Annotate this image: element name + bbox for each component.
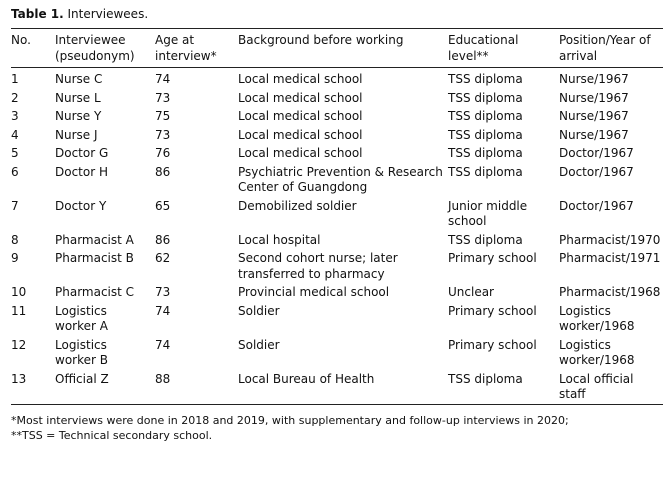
- cell-background: Local medical school: [238, 127, 363, 142]
- cell-interviewee: Doctor G: [55, 146, 109, 160]
- footnote-age: *Most interviews were done in 2018 and 2019, with supplementary and follow-up interviews in 2020;: [11, 414, 569, 427]
- cell-interviewee: Logistics worker A: [55, 303, 108, 333]
- cell-age: 73: [155, 285, 171, 299]
- cell-age: 62: [155, 251, 171, 265]
- cell-interviewee: Nurse Y: [55, 109, 102, 123]
- table-row: [11, 108, 663, 127]
- cell-no: 12: [11, 337, 27, 352]
- cell-position: Doctor/1967: [559, 146, 634, 160]
- cell-education: Junior middle school: [448, 198, 528, 228]
- cell-age: 75: [155, 109, 171, 123]
- cell-background: Demobilized soldier: [238, 198, 357, 213]
- cell-education: Primary school: [448, 337, 537, 352]
- cell-no: 3: [11, 109, 19, 123]
- table-row: [11, 89, 663, 108]
- cell-background: Soldier: [238, 303, 280, 318]
- cell-age: 86: [155, 232, 171, 247]
- cell-background: Local hospital: [238, 232, 321, 247]
- cell-education: TSS diploma: [448, 127, 523, 142]
- cell-interviewee: Pharmacist A: [55, 232, 134, 247]
- cell-position: Nurse/1967: [559, 127, 629, 142]
- table-row: [11, 163, 663, 197]
- cell-interviewee: Pharmacist B: [55, 251, 134, 265]
- cell-position: Logistics worker/1968: [559, 303, 635, 333]
- table-row: [11, 370, 663, 405]
- cell-background: Local medical school: [238, 72, 363, 86]
- header-no: No.: [11, 33, 31, 47]
- cell-interviewee: Logistics worker B: [55, 337, 108, 367]
- cell-position: Nurse/1967: [559, 90, 629, 105]
- cell-position: Nurse/1967: [559, 72, 629, 86]
- cell-background: Provincial medical school: [238, 285, 390, 299]
- cell-education: TSS diploma: [448, 72, 523, 86]
- cell-interviewee: Doctor H: [55, 164, 108, 179]
- table-row: [11, 302, 663, 336]
- cell-education: TSS diploma: [448, 109, 523, 123]
- cell-education: Unclear: [448, 285, 494, 299]
- document-page: [11, 6, 663, 443]
- header-education: Educational level**: [448, 33, 519, 63]
- cell-position: Pharmacist/1971: [559, 251, 661, 265]
- cell-position: Nurse/1967: [559, 109, 629, 123]
- header-age: Age at interview*: [155, 33, 217, 63]
- table-header: [11, 29, 663, 68]
- cell-interviewee: Nurse J: [55, 127, 98, 142]
- cell-no: 5: [11, 146, 19, 160]
- cell-background: Local medical school: [238, 146, 363, 160]
- table-row: [11, 68, 663, 90]
- cell-education: TSS diploma: [448, 232, 523, 247]
- cell-no: 10: [11, 285, 27, 299]
- cell-position: Logistics worker/1968: [559, 337, 635, 367]
- cell-education: TSS diploma: [448, 164, 523, 179]
- cell-interviewee: Nurse C: [55, 72, 103, 86]
- cell-no: 13: [11, 371, 27, 386]
- cell-background: Second cohort nurse; later transferred to pharmacy: [238, 251, 398, 281]
- header-position: Position/Year of arrival: [559, 33, 651, 63]
- cell-age: 74: [155, 303, 171, 318]
- cell-education: TSS diploma: [448, 371, 523, 386]
- cell-no: 9: [11, 251, 19, 265]
- cell-age: 74: [155, 337, 171, 352]
- table-row: [11, 231, 663, 250]
- table-row: [11, 145, 663, 164]
- cell-background: Psychiatric Prevention & Research Center of Guangdong: [238, 164, 443, 194]
- cell-age: 65: [155, 198, 171, 213]
- table-row: [11, 336, 663, 370]
- cell-position: Doctor/1967: [559, 164, 634, 179]
- header-row: [11, 29, 663, 68]
- cell-background: Local medical school: [238, 90, 363, 105]
- cell-background: Local Bureau of Health: [238, 371, 375, 386]
- table-caption: [11, 6, 663, 22]
- cell-education: TSS diploma: [448, 90, 523, 105]
- cell-no: 6: [11, 164, 19, 179]
- cell-interviewee: Official Z: [55, 371, 109, 386]
- cell-no: 7: [11, 198, 19, 213]
- table-body: [11, 68, 663, 405]
- cell-age: 74: [155, 72, 171, 86]
- table-row: [11, 197, 663, 231]
- cell-education: TSS diploma: [448, 146, 523, 160]
- table-label: Table 1.: [11, 7, 64, 21]
- cell-position: Pharmacist/1968: [559, 285, 661, 299]
- cell-education: Primary school: [448, 251, 537, 265]
- cell-background: Soldier: [238, 337, 280, 352]
- table-footnotes: [11, 414, 663, 443]
- header-interviewee: Interviewee (pseudonym): [55, 33, 135, 63]
- cell-no: 1: [11, 72, 19, 86]
- cell-no: 8: [11, 232, 19, 247]
- table-title: Interviewees.: [67, 7, 149, 21]
- cell-age: 76: [155, 146, 171, 160]
- cell-age: 88: [155, 371, 171, 386]
- cell-background: Local medical school: [238, 109, 363, 123]
- cell-no: 4: [11, 127, 19, 142]
- cell-position: Pharmacist/1970: [559, 232, 661, 247]
- cell-no: 11: [11, 303, 27, 318]
- cell-age: 86: [155, 164, 171, 179]
- interviewees-table: [11, 28, 663, 405]
- header-background: Background before working: [238, 33, 404, 47]
- table-row: [11, 284, 663, 303]
- cell-interviewee: Pharmacist C: [55, 285, 135, 299]
- table-row: [11, 126, 663, 145]
- table-row: [11, 250, 663, 284]
- footnote-tss: **TSS = Technical secondary school.: [11, 428, 213, 442]
- cell-interviewee: Nurse L: [55, 90, 101, 105]
- cell-age: 73: [155, 90, 171, 105]
- cell-position: Doctor/1967: [559, 198, 634, 213]
- cell-position: Local official staff: [559, 371, 634, 401]
- cell-age: 73: [155, 127, 171, 142]
- cell-interviewee: Doctor Y: [55, 198, 107, 213]
- cell-education: Primary school: [448, 303, 537, 318]
- cell-no: 2: [11, 90, 19, 105]
